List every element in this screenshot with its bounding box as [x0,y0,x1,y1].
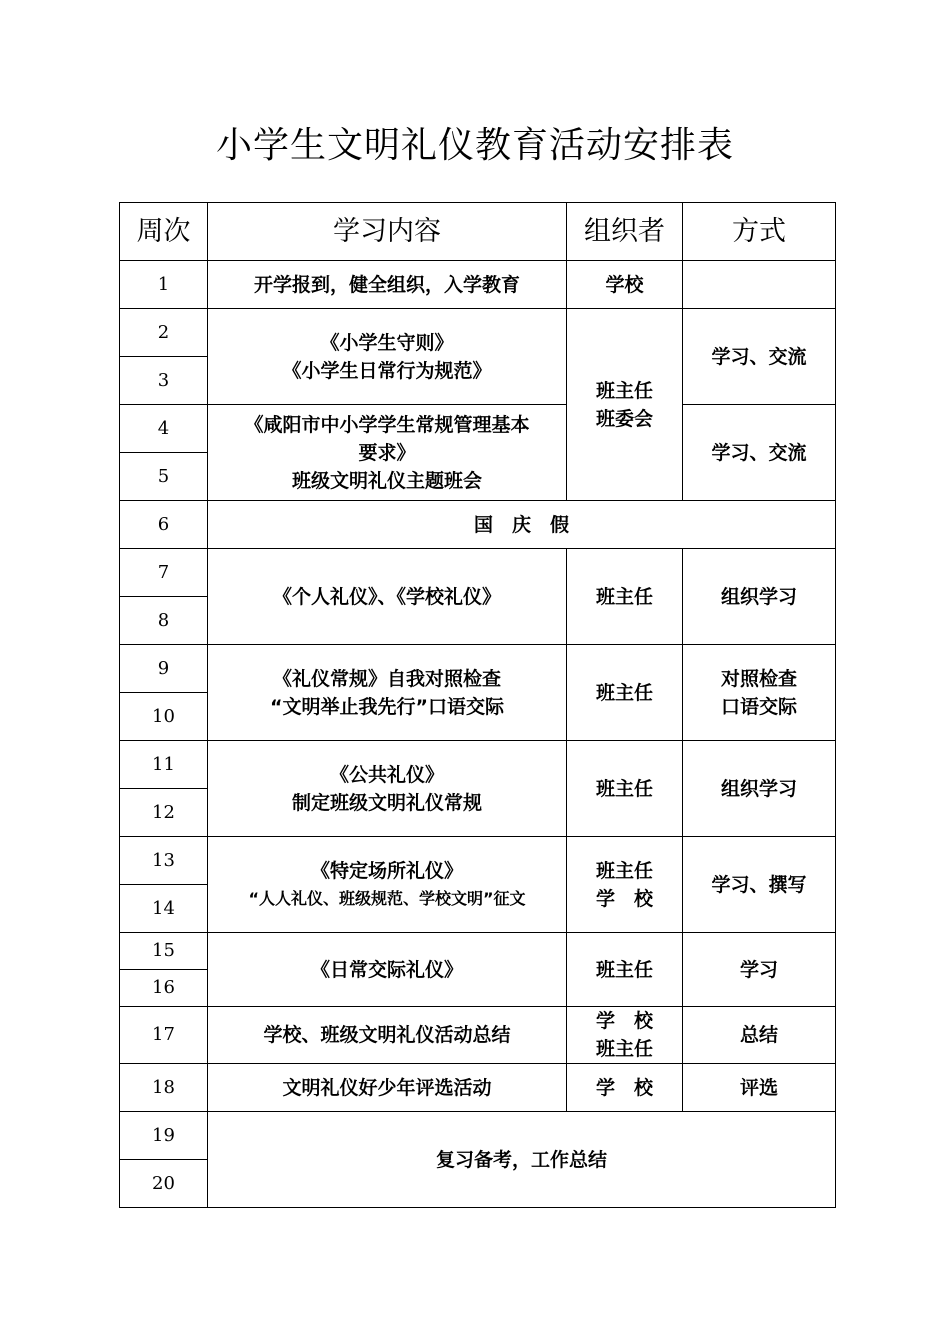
schedule-table [119,202,836,1208]
organizer-cell: 班主任 [567,549,683,645]
week-number: 5 [120,453,208,501]
organizer-cell [567,309,683,501]
method-cell: 学习、撰写 [683,837,836,933]
content-line: “人人礼仪、班级规范、学校文明”征文 [248,888,526,908]
content-cell: 学校、班级文明礼仪活动总结 [208,1007,567,1064]
table-row [120,837,836,885]
content-cell: 复习备考，工作总结 [208,1112,836,1208]
header-week: 周次 [120,203,208,261]
week-number: 16 [120,970,208,1007]
week-number: 7 [120,549,208,597]
content-cell: 开学报到，健全组织，入学教育 [208,261,567,309]
table-row [120,261,836,309]
week-number: 18 [120,1064,208,1112]
content-cell [208,645,567,741]
week-number: 19 [120,1112,208,1160]
page-title: 小学生文明礼仪教育活动安排表 [215,125,734,166]
content-line: 《公共礼仪》 [329,763,444,786]
method-cell: 学习、交流 [683,405,836,501]
organizer-cell: 学校 [567,261,683,309]
content-line: 制定班级文明礼仪常规 [291,791,482,814]
organizer-line: 学 校 [595,1010,653,1032]
method-cell [683,261,836,309]
organizer-line: 学 校 [595,887,653,910]
method-cell [683,645,836,741]
method-cell: 组织学习 [683,549,836,645]
content-cell: 《个人礼仪》、《学校礼仪》 [208,549,567,645]
organizer-cell: 班主任 [567,933,683,1007]
table-header-row [120,203,836,261]
week-number: 6 [120,501,208,549]
method-cell: 学习、交流 [683,309,836,405]
week-number: 12 [120,789,208,837]
organizer-line: 班委会 [595,407,653,430]
header-organizer: 组织者 [567,203,683,261]
table-row [120,741,836,789]
table-row [120,309,836,357]
week-number: 8 [120,597,208,645]
organizer-line: 班主任 [595,859,653,882]
method-cell: 组织学习 [683,741,836,837]
organizer-cell: 班主任 [567,645,683,741]
content-cell [208,309,567,405]
week-number: 14 [120,885,208,933]
content-line: 要求》 [358,441,416,464]
content-cell [208,405,567,501]
week-number: 20 [120,1160,208,1208]
content-line: 《小学生日常行为规范》 [282,359,492,382]
week-number: 13 [120,837,208,885]
content-line: 《礼仪常规》自我对照检查 [272,667,501,690]
content-cell [208,837,567,933]
week-number: 10 [120,693,208,741]
content-cell [208,741,567,837]
week-number: 4 [120,405,208,453]
organizer-cell [567,1007,683,1064]
method-cell: 学习 [683,933,836,1007]
method-line: 口语交际 [720,695,797,718]
content-line: 《咸阳市中小学学生常规管理基本 [244,413,530,436]
week-number: 3 [120,357,208,405]
table-row [120,645,836,693]
table-row [120,549,836,597]
organizer-line: 班主任 [595,1038,653,1060]
table-row [120,1007,836,1064]
content-line: 《小学生守则》 [320,331,454,354]
content-line: “文明举止我先行”口语交际 [270,695,504,718]
table-row [120,933,836,970]
week-number: 15 [120,933,208,970]
organizer-cell [567,837,683,933]
content-line: 《特定场所礼仪》 [310,859,463,882]
week-number: 9 [120,645,208,693]
content-line: 班级文明礼仪主题班会 [291,469,482,492]
week-number: 1 [120,261,208,309]
method-line: 对照检查 [720,667,797,690]
header-method: 方式 [683,203,836,261]
table-row [120,1112,836,1160]
holiday-cell: 国 庆 假 [208,501,836,549]
method-cell: 总结 [683,1007,836,1064]
organizer-line: 班主任 [595,379,653,402]
organizer-cell: 班主任 [567,741,683,837]
week-number: 17 [120,1007,208,1064]
week-number: 2 [120,309,208,357]
table-row [120,501,836,549]
organizer-cell: 学 校 [567,1064,683,1112]
header-content: 学习内容 [208,203,567,261]
content-cell: 文明礼仪好少年评选活动 [208,1064,567,1112]
table-row [120,1064,836,1112]
table-row [120,405,836,453]
week-number: 11 [120,741,208,789]
method-cell: 评选 [683,1064,836,1112]
content-cell: 《日常交际礼仪》 [208,933,567,1007]
